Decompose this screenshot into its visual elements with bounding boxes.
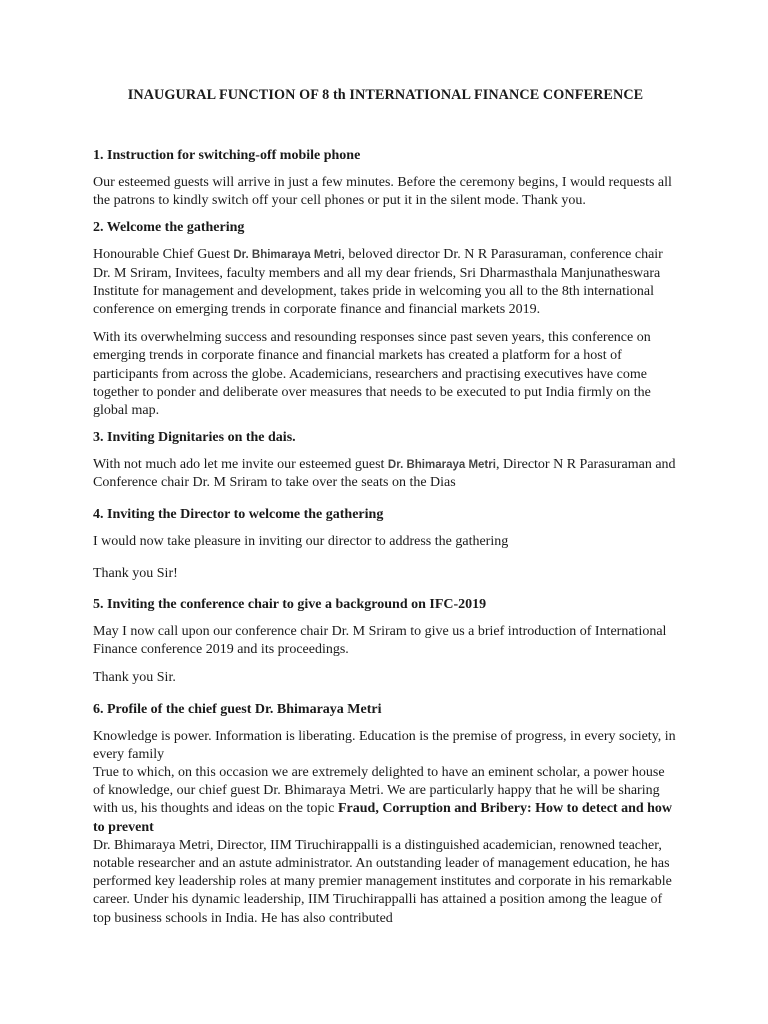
section-4-heading: 4. Inviting the Director to welcome the gathering bbox=[93, 506, 384, 522]
section-2-paragraph-2: With its overwhelming success and resounding responses since past seven years, this conference on emerging trends in corporate finance and financial markets has created a platform for a host of participants from across the globe. Academicians, researchers and practising executives have come together to ponder and deliberate over measures that needs to be executed to put India firmly on the global map. bbox=[93, 330, 651, 419]
section-6-paragraph-3: Dr. Bhimaraya Metri, Director, IIM Tiruchirappalli is a distinguished academician, renowned teacher, notable researcher and an astute administrator. An outstanding leader of management education, he has performed key leadership roles at many premier management institutes and corporate in his remarkable career. Under his dynamic leadership, IIM Tiruchirappalli has attained a position among the league of top business schools in India. He has also contributed bbox=[93, 837, 672, 926]
text-run: , beloved director Dr. N R Parasuraman, conference chair Dr. M Sriram, Invitees, faculty members and all my dear friends, Sri Dharmasthala Manjunatheswara Institute for management and development, takes pride in welcoming you all to the 8th international conference on emerging trends in corporate finance and financial markets 2019. bbox=[93, 247, 663, 318]
text-run: True to which, on this occasion we are extremely delighted to have an eminent scholar, a power house of knowledge, our chief guest Dr. Bhimaraya Metri. We are particularly happy that he will be sharing with us, his thoughts and ideas on the topic bbox=[93, 765, 665, 817]
text-run: With not much ado let me invite our esteemed guest bbox=[93, 457, 388, 473]
section-5-paragraph-2: Thank you Sir. bbox=[93, 670, 176, 686]
section-4-paragraph-2: Thank you Sir! bbox=[93, 565, 178, 581]
section-3-heading: 3. Inviting Dignitaries on the dais. bbox=[93, 430, 296, 446]
section-6-paragraph-2 bbox=[93, 764, 678, 837]
chief-guest-name: Dr. Bhimaraya Metri bbox=[233, 249, 342, 262]
section-2-paragraph-1 bbox=[93, 246, 678, 319]
talk-topic: Fraud, Corruption and Bribery: How to detect and how to prevent bbox=[93, 801, 673, 835]
section-4-paragraph-1: I would now take pleasure in inviting our director to address the gathering bbox=[93, 533, 509, 549]
section-6-paragraph-1: Knowledge is power. Information is liberating. Education is the premise of progress, in every society, in every family bbox=[93, 728, 676, 762]
chief-guest-name: Dr. Bhimaraya Metri bbox=[387, 459, 496, 472]
page-title: INAUGURAL FUNCTION OF 8 th INTERNATIONAL FINANCE CONFERENCE bbox=[127, 87, 644, 103]
section-3-paragraph bbox=[93, 456, 678, 492]
section-6-heading: 6. Profile of the chief guest Dr. Bhimaraya Metri bbox=[93, 701, 382, 717]
section-5-paragraph-1: May I now call upon our conference chair Dr. M Sriram to give us a brief introduction of International Finance conference 2019 and its proceedings. bbox=[93, 624, 667, 658]
text-run: Honourable Chief Guest bbox=[93, 247, 234, 263]
section-5-heading: 5. Inviting the conference chair to give a background on IFC-2019 bbox=[93, 597, 487, 613]
section-2-heading: 2. Welcome the gathering bbox=[93, 220, 245, 236]
section-1-heading: 1. Instruction for switching-off mobile phone bbox=[93, 148, 361, 163]
text-run: , Director N R Parasuraman and Conference chair Dr. M Sriram to take over the seats on the Dias bbox=[93, 457, 676, 491]
section-1-paragraph: Our esteemed guests will arrive in just a few minutes. Before the ceremony begins, I would requests all the patrons to kindly switch off your cell phones or put it in the silent mode. Thank you. bbox=[93, 175, 672, 209]
